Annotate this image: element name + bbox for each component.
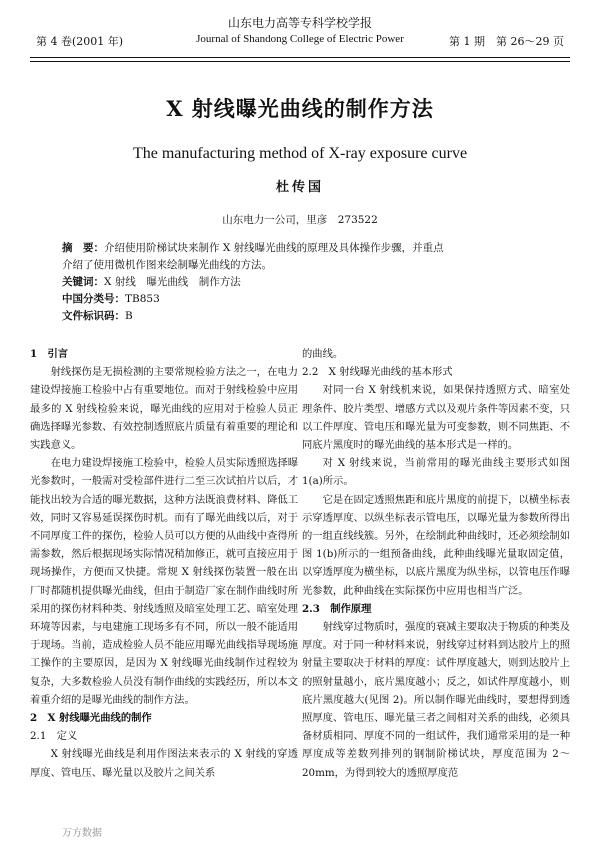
- watermark: 万方数据: [62, 828, 102, 839]
- classification-label: 中国分类号：: [62, 293, 125, 305]
- keywords-text: X 射线 曝光曲线 制作方法: [104, 276, 241, 288]
- document-code-label: 文件标识码：: [62, 310, 125, 322]
- journal-name-cn: 山东电力高等专科学校学报: [227, 16, 372, 30]
- classification-line: [62, 291, 538, 308]
- abstract-block: [62, 240, 538, 325]
- classification-value: TB853: [125, 293, 160, 305]
- keywords-label: 关键词：: [62, 276, 104, 288]
- document-code-line: [62, 308, 538, 325]
- paragraph-continuation: 的曲线。: [302, 348, 344, 360]
- keywords-line: [62, 274, 538, 291]
- journal-header: [30, 14, 570, 58]
- header-rule-thin: [30, 61, 570, 62]
- subsection-heading-definition: 2.1 定义: [30, 730, 78, 743]
- paragraph: 它是在固定透照焦距和底片黑度的前提下，以横坐标表示穿透厚度、以纵坐标表示管电压，以曝光量为参数所得出的一组直线线簇。另外，在绘制此种曲线时，还必须绘制如图 1(b)所示的一组预备曲线，此种曲线曝光量取固定值，以穿透厚度为横坐标，以底片黑度为纵坐标，以管电压作曝光参数，此种曲线在实际探伤中应用也相当广泛。: [302, 493, 570, 597]
- paragraph: X 射线曝光曲线是利用作图法来表示的 X 射线的穿透厚度、管电压、曝光量以及胶片之间关系: [30, 748, 298, 779]
- paragraph: 在电力建设焊接施工检验中，检验人员实际透照选择曝光参数时，一般需对受检部件进行二至三次试拍片以后，才能找出较为合适的曝光数据，这种方法既浪费材料、降低工效，同时又容易延误探伤时机。而有了曝光曲线以后，对于不同厚度工件的探伤，检验人员可以方便的从曲线中查得所需参数，然后根据现场实际情况稍加修正，就可直接应用于现场操作，方便而又快捷。常规 X 射线探伤装置一般在出厂时都随机提供曝光曲线，但由于制造厂家在制作曲线时所采用的探伤材料种类、射线透照及暗室处理工艺、暗室处理环境等因素，与电建施工现场多有不同，所以一般不能适用于现场。当前，造成检验人员不能应用曝光曲线指导现场施工操作的主要原因，是因为 X 射线曝光曲线制作过程较为复杂，大多数检验人员没有制作曲线的实践经历，所以本文着重介绍的是曝光曲线的制作方法。: [30, 457, 298, 706]
- paragraph: 对同一台 X 射线机来说，如果保持透照方式、暗室处理条件、胶片类型、增感方式以及观片条件等因素不变，只以工件厚度、管电压和曝光量为可变参数，则不同焦距、不同底片黑度时的曝光曲线的基本形式是一样的。: [302, 384, 570, 452]
- right-column: [302, 345, 570, 782]
- title-en: The manufacturing method of X-ray exposure curve: [132, 145, 468, 162]
- paragraph: 对 X 射线来说，当前常用的曝光曲线主要形式如图 1(a)所示。: [302, 457, 570, 488]
- author: 杜传国: [275, 180, 324, 195]
- paragraph: 射线探伤是无损检测的主要常规检验方法之一，在电力建设焊接施工检验中占有重要地位。而对于射线检验中应用最多的 X 射线检验来说，曝光曲线的应用对于检验人员正确选择曝光参数、有效控制透照底片质量有着重要的理论和实践意义。: [30, 366, 298, 452]
- section-heading-method: 2 X 射线曝光曲线的制作: [30, 712, 152, 725]
- header-rule-thick: [30, 57, 570, 58]
- title-cn: X 射线曝光曲线的制作方法: [166, 96, 434, 121]
- abstract-line-1: [62, 240, 538, 257]
- issue-pages: 第 1 期 第 26～29 页: [449, 35, 564, 48]
- journal-name-en: Journal of Shandong College of Electric Power: [196, 33, 404, 45]
- volume-label: 第 4 卷(2001 年): [36, 35, 124, 48]
- abstract-label: 摘 要：: [62, 242, 104, 254]
- subsection-heading-principle: 2.3 制作原理: [302, 602, 372, 615]
- subsection-heading-basic-form: 2.2 X 射线曝光曲线的基本形式: [302, 366, 453, 379]
- section-heading-intro: 1 引言: [30, 348, 69, 360]
- paragraph: 射线穿过物质时，强度的衰减主要取决于物质的种类及厚度。对于同一种材料来说，射线穿过材料到达胶片上的照射量主要取决于材料的厚度：试件厚度越大，则到达胶片上的照射量越小，底片黑度越小；反之，如试件厚度越小，则底片黑度越大(见图 2)。所以制作曝光曲线时，要想得到透照厚度、管电压、曝光量三者之间相对关系的曲线，必须具备材质相同、厚度不同的一组试件，我们通常采用的是一种厚度成等差数列排列的钢制阶梯试块，厚度范围为 2～20mm，为得到较大的透照厚度范: [302, 621, 570, 779]
- abstract-text-1: 介绍使用阶梯试块来制作 X 射线曝光曲线的原理及具体操作步骤，并重点: [104, 242, 444, 254]
- document-code-value: B: [125, 310, 133, 322]
- abstract-line-2: 介绍了使用微机作图来绘制曝光曲线的方法。: [62, 259, 272, 271]
- left-column: [30, 345, 298, 782]
- affiliation: 山东电力一公司，里彦 273522: [222, 214, 378, 226]
